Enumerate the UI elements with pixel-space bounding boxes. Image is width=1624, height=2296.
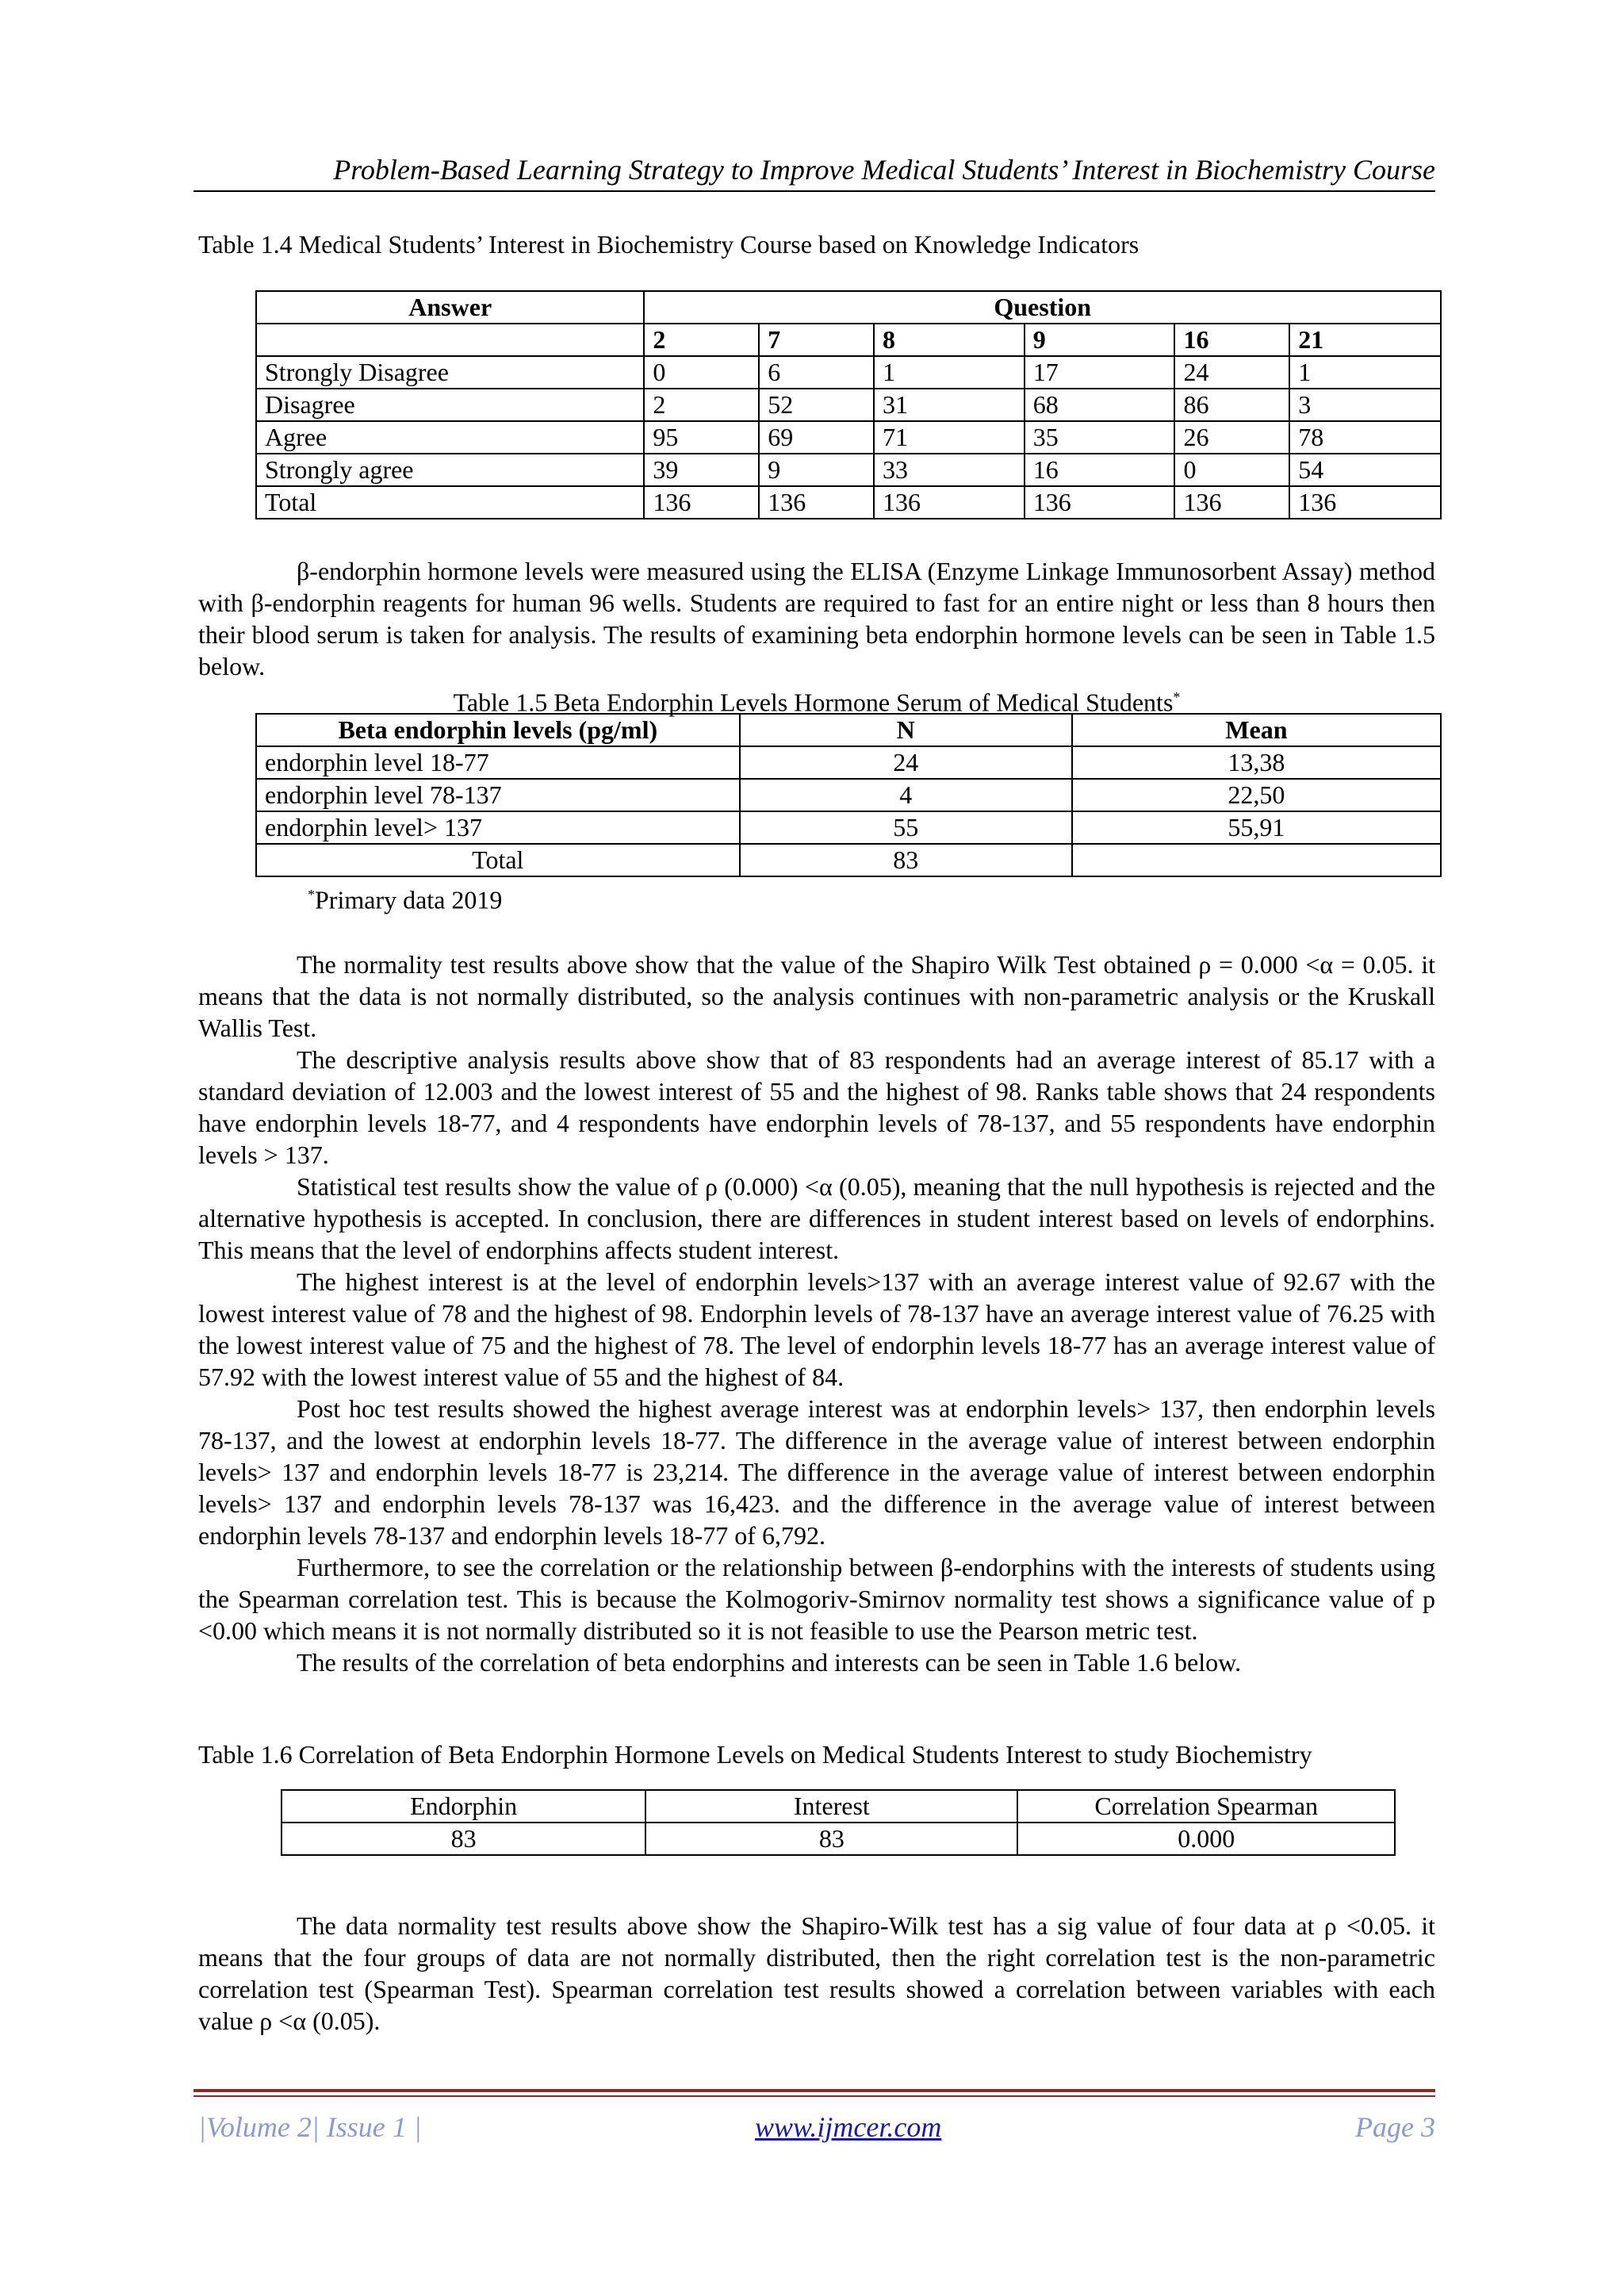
table-cell: 1 [874, 356, 1025, 389]
table-cell: 136 [1025, 486, 1175, 519]
row-label: Total [256, 486, 644, 519]
table-row [256, 389, 1441, 421]
body-paragraph: The data normality test results above show the Shapiro-Wilk test has a sig value of four data at ρ <0.05. it means that the four groups of data are not normally distributed, then the right correlation test is the non-parametric correlation test (Spearman Test). Spearman correlation test results showed a correlation between variables with each value ρ <α (0.05). [198, 1911, 1435, 2035]
table-1-6 [281, 1789, 1396, 1856]
row-label: endorphin level 78-137 [256, 779, 740, 811]
column-header: N [740, 714, 1072, 746]
table-cell: 2 [644, 389, 759, 421]
table-1-5-footnote [308, 879, 502, 916]
body-paragraph: Post hoc test results showed the highest average interest was at endorphin levels> 137, then endorphin levels 78-137, and the lowest at endorphin levels 18-77. The difference in the average value of interest between endorphin levels> 137 and endorphin levels 18-77 is 23,214. The difference in the average value of interest between endorphin levels> 137 and endorphin levels 78-137 was 16,423. and the difference in the average value of interest between endorphin levels 78-137 and endorphin levels 18-77 of 6,792. [198, 1394, 1435, 1550]
table-cell [1072, 844, 1441, 876]
body-paragraph: Furthermore, to see the correlation or the relationship between β-endorphins with the interests of students using the Spearman correlation test. This is because the Kolmogoriv-Smirnov normality test shows a significance value of p <0.00 which means it is not normally distributed so it is not feasible to use the Pearson metric test. [198, 1553, 1435, 1645]
table-cell: 39 [644, 454, 759, 486]
table-cell: 69 [759, 421, 874, 454]
footer-page-number: Page 3 [1355, 2111, 1435, 2143]
question-number: 9 [1025, 324, 1175, 356]
table-cell: 52 [759, 389, 874, 421]
table-row [256, 454, 1441, 486]
table-1-5-caption-text: Table 1.5 Beta Endorphin Levels Hormone Serum of Medical Students [453, 688, 1174, 717]
table-row [256, 844, 1441, 876]
footer-volume: |Volume 2| Issue 1 | [198, 2111, 422, 2143]
caption-footnote-mark: * [1173, 689, 1181, 705]
table-row [256, 486, 1441, 519]
footer-rule-thin [193, 2095, 1435, 2097]
footer-rule [193, 2089, 1435, 2092]
table-row [256, 291, 1441, 324]
table-cell: 136 [1289, 486, 1441, 519]
body-paragraph: The normality test results above show that the value of the Shapiro Wilk Test obtained ρ = 0.000 <α = 0.05. it means that the data is not normally distributed, so the analysis continues with non-parametric analysis or the Kruskall Wallis Test. [198, 950, 1435, 1042]
table-1-4 [255, 290, 1442, 519]
row-label: Total [256, 844, 740, 876]
table-row [256, 811, 1441, 844]
question-number: 21 [1289, 324, 1441, 356]
table-row [256, 779, 1441, 811]
table-cell: 4 [740, 779, 1072, 811]
footnote-mark: * [308, 887, 315, 903]
row-label: Agree [256, 421, 644, 454]
table-cell: 6 [759, 356, 874, 389]
table-cell: 136 [644, 486, 759, 519]
table-cell: 35 [1025, 421, 1175, 454]
body-paragraph: The results of the correlation of beta endorphins and interests can be seen in Table 1.6 below. [297, 1648, 1242, 1677]
table-row [256, 324, 1441, 356]
row-label: endorphin level> 137 [256, 811, 740, 844]
row-label: Strongly agree [256, 454, 644, 486]
table-1-5 [255, 713, 1442, 877]
table-cell: 24 [740, 746, 1072, 779]
results-paragraphs [198, 949, 1435, 1678]
table-row [256, 714, 1441, 746]
footer-website-link[interactable]: www.ijmcer.com [755, 2111, 942, 2143]
table-cell: 55 [740, 811, 1072, 844]
question-number: 7 [759, 324, 874, 356]
body-paragraph: β-endorphin hormone levels were measured using the ELISA (Enzyme Linkage Immunosorbent Assay) method with β-endorphin reagents for human 96 wells. Students are required to fast for an entire night or less than 8 hours then their blood serum is taken for analysis. The results of examining beta endorphin hormone levels can be seen in Table 1.5 below. [198, 557, 1435, 680]
table-cell: 16 [1025, 454, 1175, 486]
table-cell: 13,38 [1072, 746, 1441, 779]
table-cell: 3 [1289, 389, 1441, 421]
body-paragraph: Statistical test results show the value of ρ (0.000) <α (0.05), meaning that the null hypothesis is rejected and the alternative hypothesis is accepted. In conclusion, there are differences in student interest based on levels of endorphins. This means that the level of endorphins affects student interest. [198, 1172, 1435, 1264]
table-cell: 24 [1174, 356, 1289, 389]
table-cell: 54 [1289, 454, 1441, 486]
table-cell: 31 [874, 389, 1025, 421]
table-cell: 1 [1289, 356, 1441, 389]
question-number: 16 [1174, 324, 1289, 356]
table-cell: 136 [1174, 486, 1289, 519]
table-cell: 9 [759, 454, 874, 486]
table-cell: 83 [740, 844, 1072, 876]
column-header: Correlation Spearman [1017, 1790, 1395, 1823]
table-row [282, 1823, 1395, 1855]
table-cell: 83 [645, 1823, 1017, 1855]
question-number: 2 [644, 324, 759, 356]
header-rule [193, 190, 1435, 192]
table-row [256, 746, 1441, 779]
table-row [256, 356, 1441, 389]
running-header: Problem-Based Learning Strategy to Improve Medical Students’ Interest in Biochemistry Course [333, 154, 1435, 186]
table-cell: 33 [874, 454, 1025, 486]
answer-header: Answer [256, 291, 644, 324]
column-header: Mean [1072, 714, 1441, 746]
table-cell: 22,50 [1072, 779, 1441, 811]
table-cell: 78 [1289, 421, 1441, 454]
column-header: Interest [645, 1790, 1017, 1823]
table-cell: 136 [874, 486, 1025, 519]
footnote-text: Primary data 2019 [315, 885, 503, 914]
question-number: 8 [874, 324, 1025, 356]
table-1-4-caption: Table 1.4 Medical Students’ Interest in Biochemistry Course based on Knowledge Indicators [198, 230, 1139, 259]
table-cell: 0.000 [1017, 1823, 1395, 1855]
final-paragraph-block [198, 1910, 1435, 2037]
table-cell: 95 [644, 421, 759, 454]
table-cell: 26 [1174, 421, 1289, 454]
table-cell: 86 [1174, 389, 1289, 421]
table-cell: 55,91 [1072, 811, 1441, 844]
table-cell: 83 [282, 1823, 645, 1855]
table-row [282, 1790, 1395, 1823]
table-cell: 17 [1025, 356, 1175, 389]
table-cell: 136 [759, 486, 874, 519]
table-row [256, 421, 1441, 454]
body-paragraph: The highest interest is at the level of endorphin levels>137 with an average interest value of 92.67 with the lowest interest value of 78 and the highest of 98. Endorphin levels of 78-137 have an average interest value of 76.25 with the lowest interest value of 75 and the highest of 78. The level of endorphin levels 18-77 has an average interest value of 57.92 with the lowest interest value of 55 and the highest of 84. [198, 1267, 1435, 1391]
body-paragraph: The descriptive analysis results above show that of 83 respondents had an average interest of 85.17 with a standard deviation of 12.003 and the lowest interest of 55 and the highest of 98. Ranks table shows that 24 respondents have endorphin levels 18-77, and 4 respondents have endorphin levels of 78-137, and 55 respondents have endorphin levels > 137. [198, 1045, 1435, 1169]
table-cell: 68 [1025, 389, 1175, 421]
table-cell: 0 [644, 356, 759, 389]
row-label: endorphin level 18-77 [256, 746, 740, 779]
row-label: Strongly Disagree [256, 356, 644, 389]
table-cell: 0 [1174, 454, 1289, 486]
table-cell [256, 324, 644, 356]
row-label: Disagree [256, 389, 644, 421]
endorphin-paragraph-block [198, 555, 1435, 682]
table-1-6-caption: Table 1.6 Correlation of Beta Endorphin Hormone Levels on Medical Students Interest to study Biochemistry [198, 1740, 1312, 1769]
column-header: Beta endorphin levels (pg/ml) [256, 714, 740, 746]
table-cell: 71 [874, 421, 1025, 454]
column-header: Endorphin [282, 1790, 645, 1823]
question-header: Question [644, 291, 1441, 324]
